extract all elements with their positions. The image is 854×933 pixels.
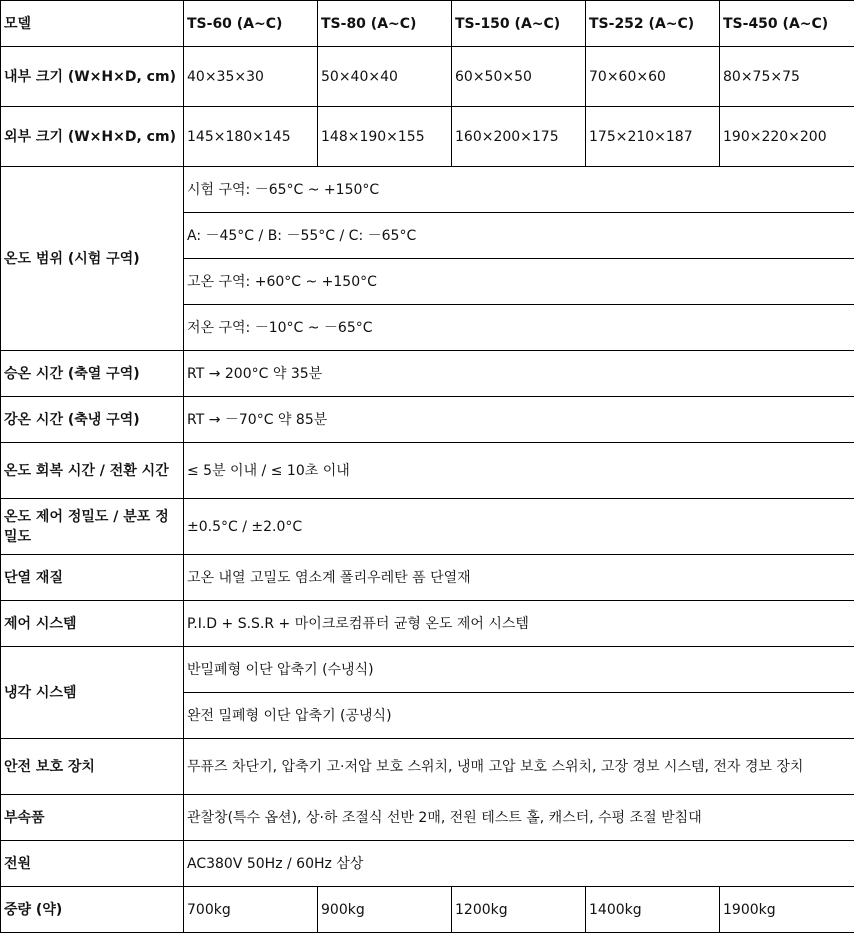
control-value: P.I.D + S.S.R + 마이크로컴퓨터 균형 온도 제어 시스템 [184,601,854,647]
inner-size-cell: 40×35×30 [184,47,318,107]
table-row-outer-size [1,107,854,167]
row-label-cooling: 냉각 시스템 [1,647,184,739]
accessories-value: 관찰창(특수 옵션), 상·하 조절식 선반 2매, 전원 테스트 홀, 캐스터, 수평 조절 받침대 [184,795,854,841]
temp-range-high-zone: 고온 구역: +60°C ~ +150°C [184,259,854,305]
table-row-cool-down [1,397,854,443]
row-label-recovery: 온도 회복 시간 / 전환 시간 [1,443,184,499]
row-label-outer-size: 외부 크기 (W×H×D, cm) [1,107,184,167]
inner-size-cell: 70×60×60 [586,47,720,107]
temp-range-variants: A: －45°C / B: －55°C / C: －65°C [184,213,854,259]
row-label-heat-up: 승온 시간 (축열 구역) [1,351,184,397]
table-row-safety [1,739,854,795]
row-label-control: 제어 시스템 [1,601,184,647]
table-row-accessories [1,795,854,841]
table-row-recovery [1,443,854,499]
power-value: AC380V 50Hz / 60Hz 삼상 [184,841,854,887]
outer-size-cell: 148×190×155 [318,107,452,167]
weight-cell: 700kg [184,887,318,933]
temp-range-test-zone: 시험 구역: －65°C ~ +150°C [184,167,854,213]
outer-size-cell: 175×210×187 [586,107,720,167]
temp-range-low-zone: 저온 구역: －10°C ~ －65°C [184,305,854,351]
table-row-heat-up [1,351,854,397]
table-row-cooling [1,647,854,693]
table-row-power [1,841,854,887]
model-ts-60: TS-60 (A~C) [184,1,318,47]
weight-cell: 1900kg [720,887,854,933]
weight-cell: 1400kg [586,887,720,933]
cooling-water: 반밀폐형 이단 압축기 (수냉식) [184,647,854,693]
row-label-weight: 중량 (약) [1,887,184,933]
row-label-accessories: 부속품 [1,795,184,841]
safety-value: 무퓨즈 차단기, 압축기 고·저압 보호 스위치, 냉매 고압 보호 스위치, 고장 경보 시스템, 전자 경보 장치 [184,739,854,795]
row-label-cool-down: 강온 시간 (축냉 구역) [1,397,184,443]
weight-cell: 1200kg [452,887,586,933]
row-label-temp-range: 온도 범위 (시험 구역) [1,167,184,351]
insulation-value: 고온 내열 고밀도 염소계 폴리우레탄 폼 단열재 [184,555,854,601]
table-row-accuracy [1,499,854,555]
table-row-inner-size [1,47,854,107]
recovery-value: ≤ 5분 이내 / ≤ 10초 이내 [184,443,854,499]
table-row-model [1,1,854,47]
model-ts-80: TS-80 (A~C) [318,1,452,47]
inner-size-cell: 80×75×75 [720,47,854,107]
model-ts-252: TS-252 (A~C) [586,1,720,47]
heat-up-value: RT → 200°C 약 35분 [184,351,854,397]
model-ts-150: TS-150 (A~C) [452,1,586,47]
model-ts-450: TS-450 (A~C) [720,1,854,47]
table-row-control [1,601,854,647]
table-row-weight [1,887,854,933]
outer-size-cell: 190×220×200 [720,107,854,167]
inner-size-cell: 60×50×50 [452,47,586,107]
table-row-insulation [1,555,854,601]
table-row-temp-range [1,167,854,213]
row-label-model: 모델 [1,1,184,47]
cooling-air: 완전 밀폐형 이단 압축기 (공냉식) [184,693,854,739]
weight-cell: 900kg [318,887,452,933]
row-label-safety: 안전 보호 장치 [1,739,184,795]
inner-size-cell: 50×40×40 [318,47,452,107]
row-label-inner-size: 내부 크기 (W×H×D, cm) [1,47,184,107]
row-label-accuracy: 온도 제어 정밀도 / 분포 정밀도 [1,499,184,555]
accuracy-value: ±0.5°C / ±2.0°C [184,499,854,555]
cool-down-value: RT → －70°C 약 85분 [184,397,854,443]
row-label-power: 전원 [1,841,184,887]
outer-size-cell: 160×200×175 [452,107,586,167]
outer-size-cell: 145×180×145 [184,107,318,167]
row-label-insulation: 단열 재질 [1,555,184,601]
